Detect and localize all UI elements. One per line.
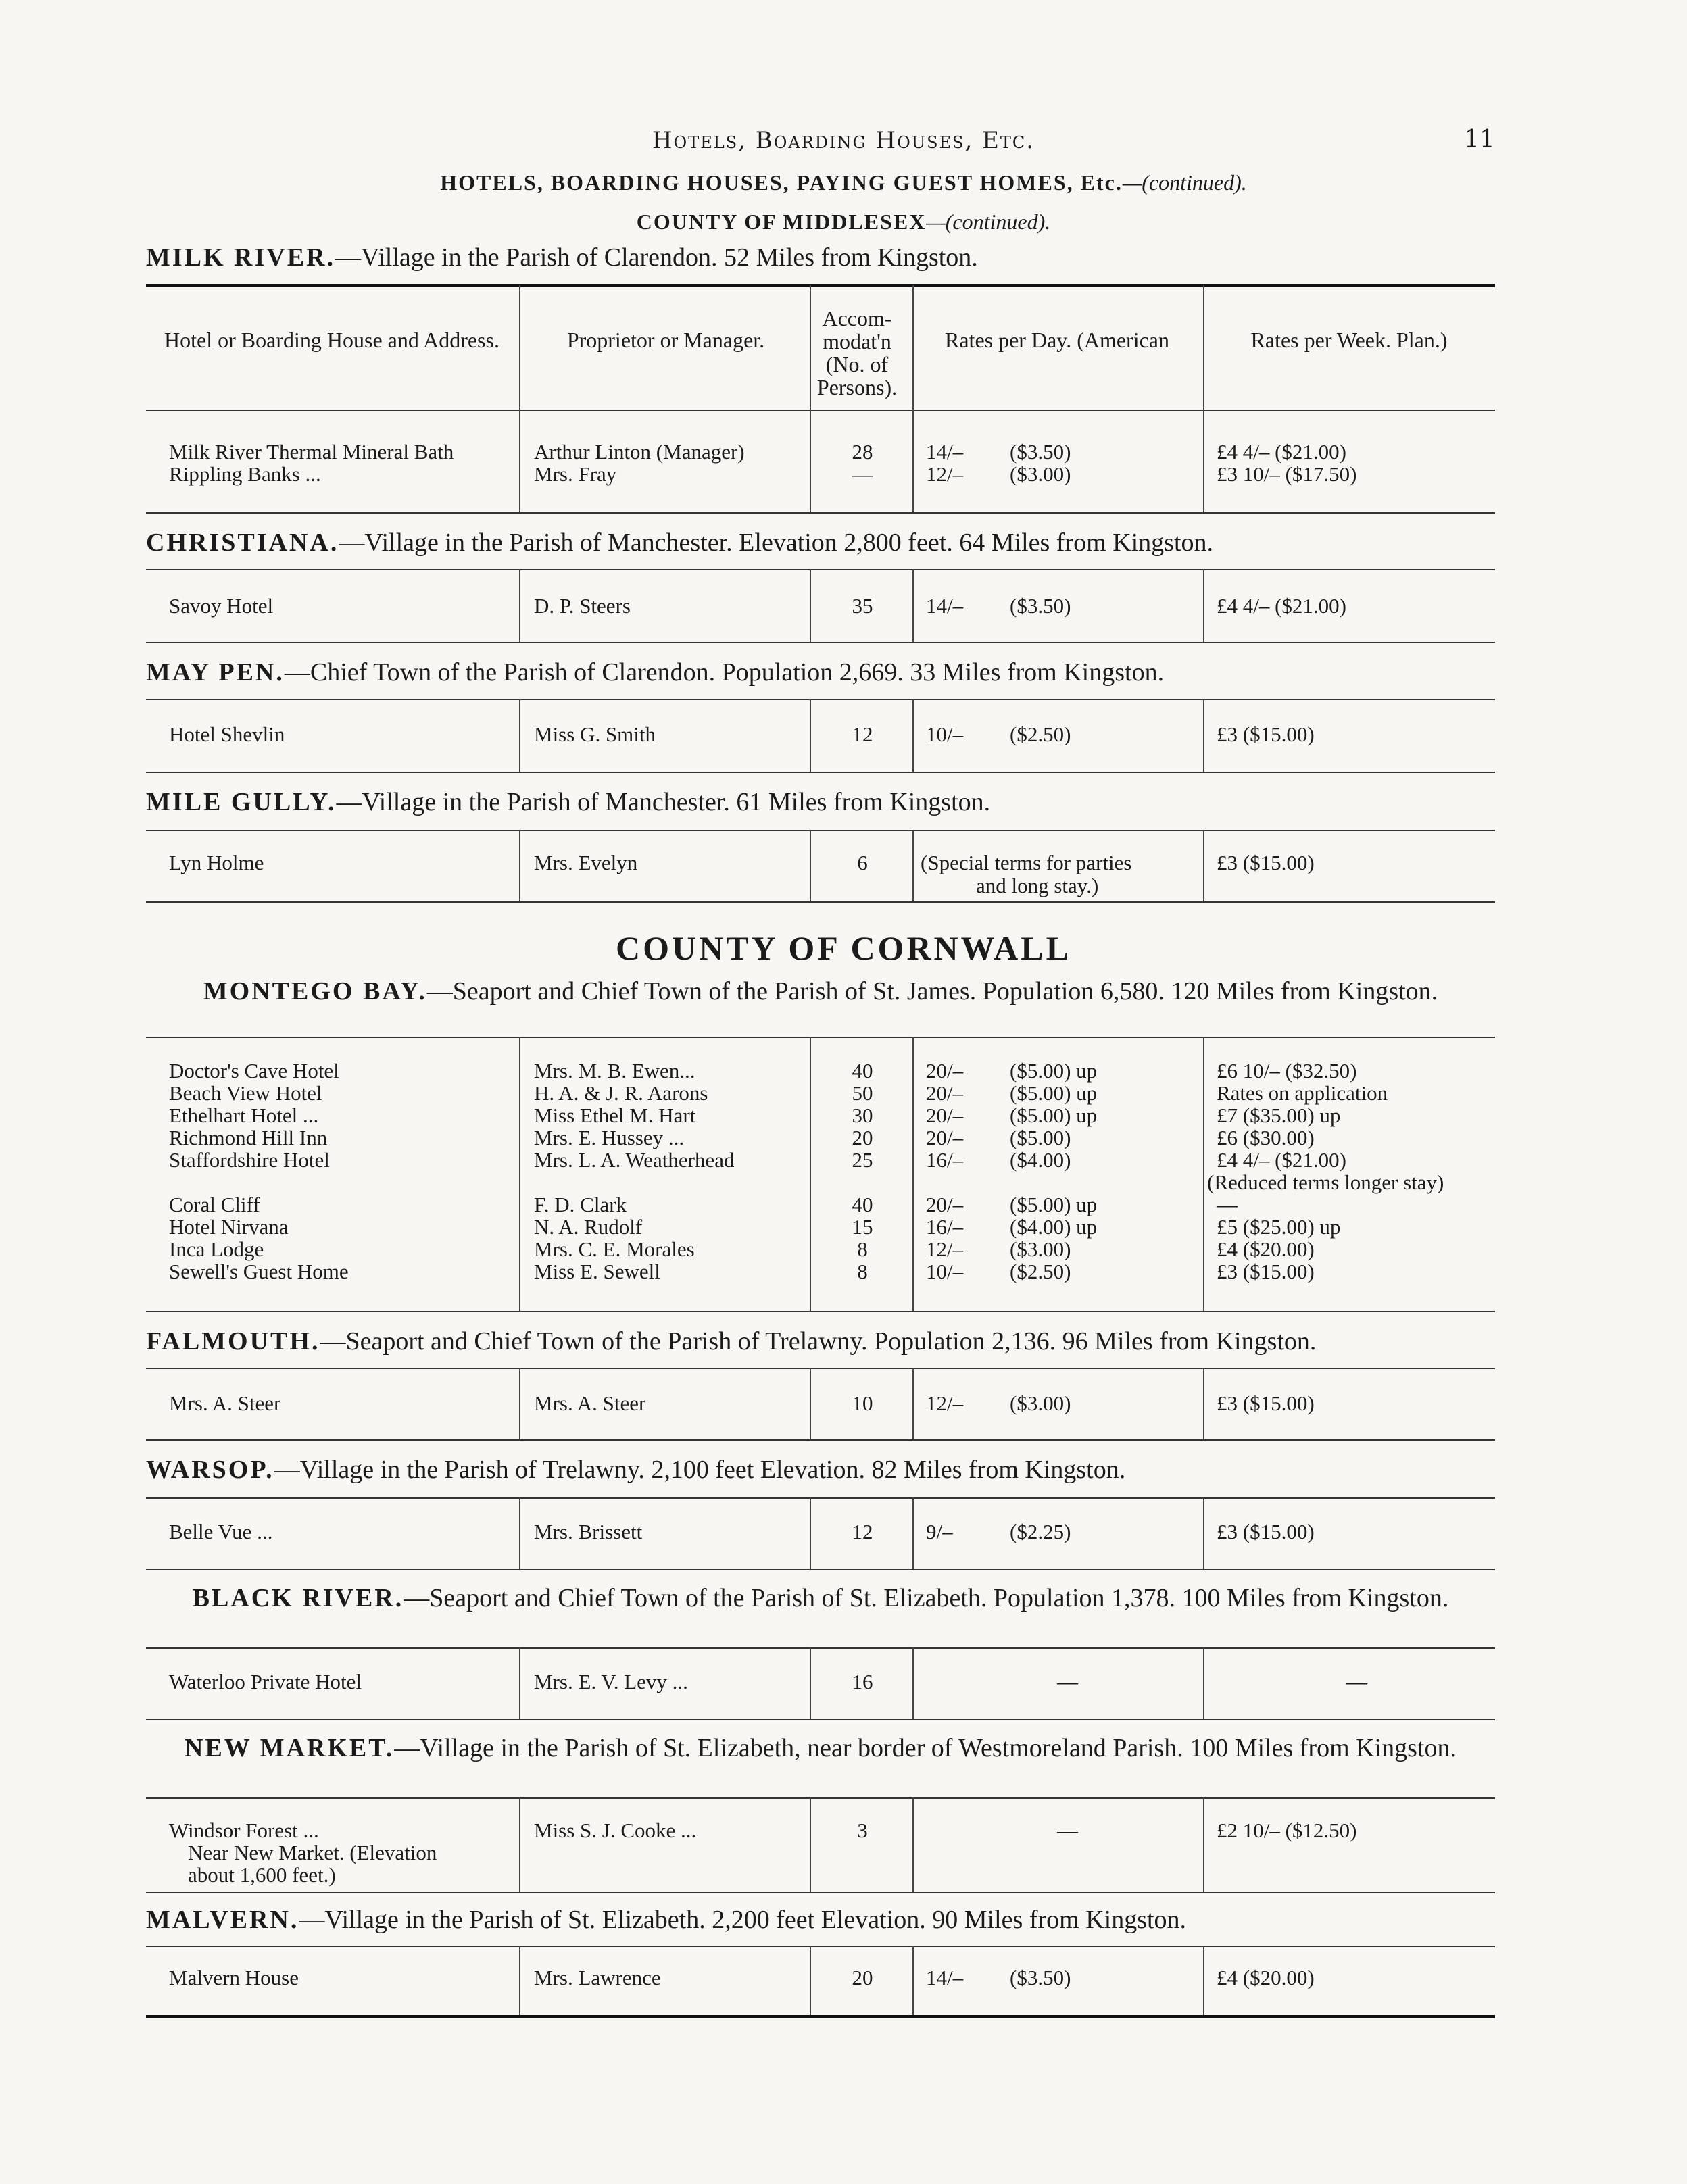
location-name: MILE GULLY.: [146, 788, 337, 816]
rate-day: 14/–: [926, 440, 964, 464]
accommodation: 8: [857, 1260, 868, 1283]
accommodation: 25: [852, 1148, 873, 1172]
rule: [146, 642, 1495, 643]
proprietor: Mrs. C. E. Morales: [534, 1237, 695, 1261]
rate-day-usd: ($3.50): [1010, 440, 1071, 464]
accommodation: 10: [852, 1391, 873, 1415]
location-name: MALVERN.: [146, 1906, 299, 1934]
location-desc: —Seaport and Chief Town of the Parish of St. James. Population 6,580. 120 Miles from Kingston.: [426, 977, 1438, 1006]
location-desc: —Village in the Parish of Clarendon. 52 Miles from Kingston.: [335, 243, 978, 272]
column-rule: [519, 410, 520, 512]
location-heading-christiana: [146, 528, 1495, 557]
column-rule: [810, 1497, 811, 1569]
column-rule: [810, 699, 811, 772]
location-desc: —Village in the Parish of Manchester. Elevation 2,800 feet. 64 Miles from Kingston.: [339, 528, 1214, 557]
rate-day-note-2: and long stay.): [976, 874, 1099, 897]
column-rule: [1203, 830, 1204, 901]
rate-day-usd: ($3.00): [1010, 1391, 1071, 1415]
hotel-name: Richmond Hill Inn: [169, 1126, 328, 1149]
column-rule: [810, 830, 811, 901]
table-row: [146, 1104, 1495, 1126]
rule: [146, 284, 1495, 287]
rule: [146, 410, 1495, 411]
rate-week: £4 4/– ($21.00): [1217, 594, 1347, 618]
proprietor: Mrs. E. V. Levy ...: [534, 1670, 688, 1693]
rule: [146, 1368, 1495, 1369]
rate-week: £3 ($15.00): [1217, 851, 1315, 874]
rate-day: 20/–: [926, 1103, 964, 1127]
rule: [146, 1037, 1495, 1038]
rule: [146, 772, 1495, 773]
hotel-elevation: about 1,600 feet.): [188, 1863, 336, 1887]
rate-day-usd: ($5.00): [1010, 1126, 1071, 1149]
column-rule: [1203, 410, 1204, 512]
rate-week: Rates on application: [1217, 1081, 1388, 1105]
hotel-name: Rippling Banks ...: [169, 462, 321, 486]
proprietor: Miss E. Sewell: [534, 1260, 660, 1283]
proprietor: Mrs. M. B. Ewen...: [534, 1059, 695, 1083]
column-rule: [1203, 699, 1204, 772]
accommodation: 20: [852, 1126, 873, 1149]
table-row: [146, 1670, 1495, 1693]
rate-day-usd: ($5.00) up: [1010, 1081, 1098, 1105]
column-rule: [912, 1497, 914, 1569]
table-row: [146, 441, 1495, 463]
accommodation: 28: [852, 440, 873, 464]
column-rule: [912, 1946, 914, 2015]
location-heading-falmouth: [146, 1327, 1495, 1356]
proprietor: Miss S. J. Cooke ...: [534, 1818, 697, 1842]
page-title: [0, 170, 1687, 195]
rate-day: —: [1057, 1818, 1078, 1842]
hotel-name: Savoy Hotel: [169, 594, 274, 618]
proprietor: Mrs. Evelyn: [534, 851, 638, 874]
table-row-cont: [146, 1841, 1495, 1864]
accommodation: 12: [852, 1520, 873, 1543]
rate-week: £4 ($20.00): [1217, 1237, 1315, 1261]
column-rule: [1203, 569, 1204, 642]
rate-week: —: [1217, 1193, 1238, 1216]
hotel-name: Staffordshire Hotel: [169, 1148, 330, 1172]
rate-day: 16/–: [926, 1215, 964, 1239]
column-rule: [519, 1797, 520, 1892]
header-accommodation: Accom-modat'n (No. of Persons).: [816, 306, 898, 399]
table-row: [146, 723, 1495, 745]
accommodation: 6: [857, 851, 868, 874]
location-desc: —Chief Town of the Parish of Clarendon. Population 2,669. 33 Miles from Kingston.: [284, 658, 1165, 687]
table-row: [146, 1392, 1495, 1414]
rate-week: —: [1346, 1670, 1367, 1693]
rate-week: £3 ($15.00): [1217, 722, 1315, 746]
column-rule: [810, 1368, 811, 1439]
accommodation: 40: [852, 1059, 873, 1083]
column-rule: [1203, 1797, 1204, 1892]
table-row: [146, 851, 1495, 874]
location-name: BLACK RIVER.: [192, 1584, 404, 1612]
location-heading-malvern: [146, 1906, 1495, 1934]
table-row: [146, 1149, 1495, 1171]
proprietor: D. P. Steers: [534, 594, 631, 618]
proprietor: Miss G. Smith: [534, 722, 656, 746]
column-rule: [912, 1368, 914, 1439]
proprietor: F. D. Clark: [534, 1193, 627, 1216]
hotel-name: Ethelhart Hotel ...: [169, 1103, 319, 1127]
rate-day-usd: ($2.25): [1010, 1520, 1071, 1543]
hotel-name: Malvern House: [169, 1966, 299, 1989]
rate-day-note: (Special terms for parties: [921, 851, 1132, 874]
column-rule: [519, 1037, 520, 1311]
rate-week: £3 ($15.00): [1217, 1391, 1315, 1415]
rate-day-usd: ($5.00) up: [1010, 1059, 1098, 1083]
location-heading-mile-gully: [146, 788, 1495, 816]
rate-week: £7 ($35.00) up: [1217, 1103, 1341, 1127]
column-rule: [912, 1797, 914, 1892]
table-row: [146, 595, 1495, 617]
rate-day: 14/–: [926, 1966, 964, 1989]
rate-day: 20/–: [926, 1126, 964, 1149]
rate-week: £3 ($15.00): [1217, 1520, 1315, 1543]
column-rule: [1203, 1368, 1204, 1439]
accommodation: —: [852, 462, 873, 486]
rule: [146, 2015, 1495, 2018]
table-row: [146, 1216, 1495, 1238]
location-name: MONTEGO BAY.: [203, 977, 427, 1006]
rate-day: 12/–: [926, 1237, 964, 1261]
rule: [146, 830, 1495, 831]
hotel-name: Mrs. A. Steer: [169, 1391, 281, 1415]
rule: [146, 699, 1495, 700]
location-desc: —Village in the Parish of St. Elizabeth, near border of Westmoreland Parish. 100 Miles from Kingston.: [394, 1734, 1457, 1762]
rule: [146, 1311, 1495, 1312]
rate-day: 20/–: [926, 1193, 964, 1216]
proprietor: Mrs. Brissett: [534, 1520, 643, 1543]
hotel-name: Beach View Hotel: [169, 1081, 322, 1105]
county-cornwall-heading: COUNTY OF CORNWALL: [616, 929, 1071, 967]
location-name: MILK RIVER.: [146, 243, 336, 272]
location-heading-warsop: [146, 1456, 1495, 1484]
rate-day: 16/–: [926, 1148, 964, 1172]
proprietor: Arthur Linton (Manager): [534, 440, 745, 464]
column-rule: [810, 569, 811, 642]
page-number: 11: [1464, 126, 1495, 153]
rate-week: £5 ($25.00) up: [1217, 1215, 1341, 1239]
county-middlesex-heading: [0, 209, 1687, 234]
proprietor: Mrs. Fray: [534, 462, 617, 486]
column-rule: [912, 285, 914, 410]
table-row: [146, 1520, 1495, 1543]
accommodation: 40: [852, 1193, 873, 1216]
hotel-name: Windsor Forest ...: [169, 1818, 319, 1842]
proprietor: Miss Ethel M. Hart: [534, 1103, 696, 1127]
hotel-name: Waterloo Private Hotel: [169, 1670, 362, 1693]
page-title-text: HOTELS, BOARDING HOUSES, PAYING GUEST HOMES, Etc.: [440, 170, 1123, 195]
rule: [146, 1439, 1495, 1441]
column-rule: [810, 1037, 811, 1311]
table-row: [146, 1126, 1495, 1149]
rate-week: £3 ($15.00): [1217, 1260, 1315, 1283]
hotel-name: Doctor's Cave Hotel: [169, 1059, 339, 1083]
rule: [146, 1719, 1495, 1720]
location-desc: —Seaport and Chief Town of the Parish of Trelawny. Population 2,136. 96 Miles from Kingston.: [320, 1327, 1317, 1356]
rule: [146, 569, 1495, 570]
rule: [146, 1497, 1495, 1499]
column-rule: [519, 1647, 520, 1719]
table-row: [146, 1260, 1495, 1283]
column-rule: [519, 1946, 520, 2015]
location-desc: —Village in the Parish of Manchester. 61 Miles from Kingston.: [336, 788, 991, 816]
rate-week-note: (Reduced terms longer stay): [1207, 1170, 1444, 1194]
table-row-cont: [146, 874, 1495, 897]
accommodation: 30: [852, 1103, 873, 1127]
hotel-name: Inca Lodge: [169, 1237, 264, 1261]
rate-day: —: [1057, 1670, 1078, 1693]
column-rule: [810, 410, 811, 512]
rate-day-usd: ($5.00) up: [1010, 1193, 1098, 1216]
column-rule: [1203, 1946, 1204, 2015]
rate-week: £4 ($20.00): [1217, 1966, 1315, 1989]
location-desc: —Village in the Parish of St. Elizabeth. 2,200 feet Elevation. 90 Miles from Kingston.: [299, 1906, 1187, 1934]
hotel-name: Lyn Holme: [169, 851, 264, 874]
rate-week: £6 10/– ($32.50): [1217, 1059, 1357, 1083]
location-desc: —Village in the Parish of Trelawny. 2,100 feet Elevation. 82 Miles from Kingston.: [274, 1456, 1126, 1484]
column-rule: [810, 1946, 811, 2015]
header-hotel: Hotel or Boarding House and Address.: [164, 328, 499, 352]
header-rates-week: Rates per Week. Plan.): [1250, 328, 1448, 352]
hotel-name: Belle Vue ...: [169, 1520, 273, 1543]
column-rule: [1203, 285, 1204, 410]
proprietor: Mrs. L. A. Weatherhead: [534, 1148, 735, 1172]
location-name: FALMOUTH.: [146, 1327, 320, 1356]
table-row: [146, 1060, 1495, 1082]
hotel-name: Hotel Nirvana: [169, 1215, 289, 1239]
rate-day: 14/–: [926, 594, 964, 618]
rate-day-usd: ($3.50): [1010, 1966, 1071, 1989]
rate-day-usd: ($2.50): [1010, 1260, 1071, 1283]
proprietor: H. A. & J. R. Aarons: [534, 1081, 708, 1105]
column-rule: [912, 830, 914, 901]
table-row: [146, 463, 1495, 485]
county-middlesex-text: COUNTY OF MIDDLESEX: [636, 209, 927, 234]
location-heading-milk-river: [146, 243, 1495, 272]
county-middlesex-cont: —(continued).: [926, 209, 1051, 234]
location-name: NEW MARKET.: [185, 1734, 395, 1762]
table-row: [146, 1193, 1495, 1216]
hotel-address: Near New Market. (Elevation: [188, 1841, 437, 1864]
column-rule: [912, 1037, 914, 1311]
location-heading-black-river: [146, 1584, 1495, 1612]
column-rule: [519, 1368, 520, 1439]
location-heading-may-pen: [146, 658, 1495, 687]
column-rule: [912, 569, 914, 642]
column-rule: [519, 569, 520, 642]
rate-day: 10/–: [926, 1260, 964, 1283]
table-row: [146, 1238, 1495, 1260]
rate-day-usd: ($3.50): [1010, 594, 1071, 618]
column-rule: [912, 410, 914, 512]
rule: [146, 1892, 1495, 1893]
accommodation: 12: [852, 722, 873, 746]
hotel-name: Coral Cliff: [169, 1193, 260, 1216]
location-heading-montego-bay: [146, 977, 1495, 1006]
rate-day: 12/–: [926, 462, 964, 486]
rate-week: £4 4/– ($21.00): [1217, 440, 1347, 464]
rate-day-usd: ($5.00) up: [1010, 1103, 1098, 1127]
page-title-cont: —(continued).: [1122, 170, 1247, 195]
header-rates-day: Rates per Day. (American: [945, 328, 1169, 352]
location-heading-new-market: [146, 1734, 1495, 1762]
accommodation: 3: [857, 1818, 868, 1842]
rate-day-usd: ($4.00) up: [1010, 1215, 1098, 1239]
rate-day: 9/–: [926, 1520, 953, 1543]
accommodation: 8: [857, 1237, 868, 1261]
column-rule: [519, 285, 520, 410]
accommodation: 20: [852, 1966, 873, 1989]
column-rule: [810, 285, 811, 410]
proprietor: Mrs. A. Steer: [534, 1391, 646, 1415]
rate-day-usd: ($3.00): [1010, 462, 1071, 486]
hotel-name: Milk River Thermal Mineral Bath: [169, 440, 454, 464]
accommodation: 15: [852, 1215, 873, 1239]
column-rule: [810, 1647, 811, 1719]
column-rule: [1203, 1497, 1204, 1569]
rate-day: 20/–: [926, 1059, 964, 1083]
rule: [146, 1797, 1495, 1799]
column-rule: [912, 1647, 914, 1719]
rule: [146, 1946, 1495, 1947]
location-name: WARSOP.: [146, 1456, 274, 1484]
rate-day-usd: ($2.50): [1010, 722, 1071, 746]
running-head: Hotels, Boarding Houses, Etc.: [652, 127, 1035, 154]
rule: [146, 1647, 1495, 1649]
column-rule: [810, 1797, 811, 1892]
table-row: [146, 1819, 1495, 1841]
column-rule: [519, 1497, 520, 1569]
location-name: CHRISTIANA.: [146, 528, 339, 557]
column-rule: [519, 699, 520, 772]
rule: [146, 901, 1495, 903]
column-rule: [1203, 1647, 1204, 1719]
header-proprietor: Proprietor or Manager.: [566, 328, 765, 352]
rate-day-usd: ($3.00): [1010, 1237, 1071, 1261]
rate-week: £4 4/– ($21.00): [1217, 1148, 1347, 1172]
rate-week: £2 10/– ($12.50): [1217, 1818, 1357, 1842]
accommodation: 35: [852, 594, 873, 618]
column-rule: [519, 830, 520, 901]
proprietor: Mrs. E. Hussey ...: [534, 1126, 685, 1149]
table-row: [146, 1966, 1495, 1989]
rate-day: 10/–: [926, 722, 964, 746]
rule: [146, 1569, 1495, 1570]
table-row-cont: [146, 1171, 1495, 1193]
hotel-name: Sewell's Guest Home: [169, 1260, 349, 1283]
rate-week: £3 10/– ($17.50): [1217, 462, 1357, 486]
proprietor: N. A. Rudolf: [534, 1215, 643, 1239]
location-name: MAY PEN.: [146, 658, 285, 687]
hotel-name: Hotel Shevlin: [169, 722, 285, 746]
accommodation: 16: [852, 1670, 873, 1693]
rate-day-usd: ($4.00): [1010, 1148, 1071, 1172]
proprietor: Mrs. Lawrence: [534, 1966, 661, 1989]
accommodation: 50: [852, 1081, 873, 1105]
rate-day: 12/–: [926, 1391, 964, 1415]
rate-week: £6 ($30.00): [1217, 1126, 1315, 1149]
location-desc: —Seaport and Chief Town of the Parish of St. Elizabeth. Population 1,378. 100 Miles from Kingston.: [404, 1584, 1449, 1612]
table-row-cont: [146, 1864, 1495, 1886]
column-rule: [1203, 1037, 1204, 1311]
table-row: [146, 1082, 1495, 1104]
rate-day: 20/–: [926, 1081, 964, 1105]
rule: [146, 512, 1495, 514]
column-rule: [912, 699, 914, 772]
